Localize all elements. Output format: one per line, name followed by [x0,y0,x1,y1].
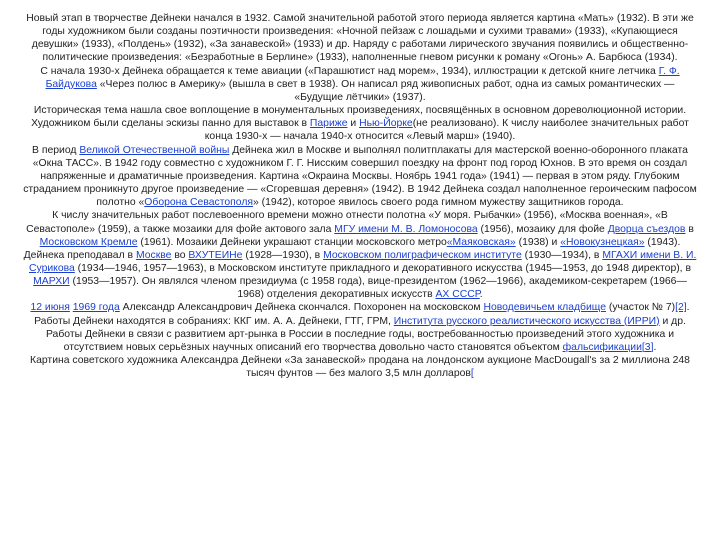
paragraph-text: (1938) и [515,236,561,248]
paragraph-text: . [479,289,483,301]
link-mgakhi-surikov[interactable]: МГАХИ имени В. И. Сурикова [29,249,697,274]
link-novodevichy-cemetery[interactable]: Новодевичьем кладбище [483,302,607,314]
link-moscow[interactable]: Москве [135,249,172,261]
paragraph-text: (1961). Мозаики Дейнеки украшают станции московского метро [137,236,447,248]
paragraph-text: (1953—1957). Он являлся членом президиума (с 1958 года), вице-президентом (1962—1966), академиком-секретарем (1966—1968) отделения декоративных искусств [69,276,687,301]
paragraph-text: . Работы Дейнеки находятся в собраниях: ККГ им. А. А. Дейнеки, ГТГ, ГРМ, [34,302,690,327]
paragraph-text: и [347,118,360,130]
link-polygraphic-institute[interactable]: Московском полиграфическом институте [323,249,522,261]
paragraph-text: (1930—1934), в [521,249,603,261]
link-palace-of-congresses[interactable]: Дворца съездов [607,223,686,235]
link-novokuznetskaya[interactable]: «Новокузнецкая» [560,236,645,248]
footnote-link[interactable]: [ [470,368,474,380]
paragraph-text: (участок № 7) [606,302,676,314]
paragraph-4 [22,144,698,210]
link-baidukov[interactable]: Г. Ф. Байдукова [45,65,680,90]
paragraph-text: (1928—1930), в [242,249,324,261]
paragraph-text: Историческая тема нашла свое воплощение в монументальных произведениях, посвящённых в основном дореволюционной истории. Художником были сделаны эскизы панно для выставок в [31,105,687,130]
link-great-patriotic-war[interactable]: Великой Отечественной войны [79,144,230,156]
paragraph-text: (1934—1946, 1957—1963), в Московском институте прикладного и декоративного искусства (1945—1953, до 1948 директор), в [74,262,691,274]
paragraph-5 [22,209,698,301]
paragraph-text: » (1942), которое явилось своего рода гимном мужеству защитников города. [253,197,624,209]
link-vkhutein[interactable]: ВХУТЕИНе [188,249,243,261]
link-new-york[interactable]: Нью-Йорке [359,118,413,130]
link-ussr-academy-of-arts[interactable]: АХ СССР [435,289,480,301]
paragraph-text: в [685,223,694,235]
paragraph-text: «Через полюс в Америку» (вышла в свет в 1938). Он написал ряд живописных работ, одна из самых романтических — «Будущие лётчики» (1937). [96,78,675,103]
paragraph-text: (1943). Дейнека преподавал в [23,236,681,261]
link-june-12[interactable]: 12 июня [30,302,70,314]
paragraph-text: Александр Александрович Дейнека скончался. Похоронен на московском [119,302,484,314]
footnote-link-2[interactable]: [2] [675,302,687,314]
paragraph-2 [22,65,698,104]
paragraph-text: . [653,341,657,353]
footnote-link-3[interactable]: [3] [641,341,654,353]
link-1969[interactable]: 1969 года [72,302,120,314]
link-msu[interactable]: МГУ имени М. В. Ломоносова [334,223,478,235]
paragraph-text: во [171,249,189,261]
paragraph-text: Картина советского художника Александра Дейнеки «За занавеской» продана на лондонском аукционе MacDougall's за 2 миллиона 248 тысяч фунтов — без малого 3,5 млн долларов [30,355,690,380]
link-paris[interactable]: Париже [309,118,348,130]
link-mayakovskaya[interactable]: «Маяковская» [446,236,516,248]
link-markhi[interactable]: МАРХИ [33,276,70,288]
paragraph-7 [22,354,698,380]
paragraph-text: (не реализовано). К числу наиболее значительных работ конца 1930-х — начала 1940-х относится «Левый марш» (1940). [204,118,689,143]
link-falsification[interactable]: фальсификации [562,341,642,353]
paragraph-text: и др. Работы Дейнеки в связи с развитием арт-рынка в России в последние годы, востребованностью произведений этого художника и отсутствием новых серьёзных научных описаний его творчества довольно часто становятся объектом [45,315,686,353]
article-body [22,12,698,380]
link-defense-of-sevastopol[interactable]: Оборона Севастополя [144,197,254,209]
paragraph-text: К числу значительных работ послевоенного времени можно отнести полотна «У моря. Рыбачки» (1956), «Москва военная», «В Севастополе» (1959), а также мозаики для фойе актового зала [26,210,668,235]
link-irri[interactable]: Института русского реалистического искусства (ИРРИ) [393,315,660,327]
paragraph-3 [22,104,698,143]
paragraph-text: (1956), мозаику для фойе [477,223,608,235]
paragraph-text: С начала 1930-х Дейнека обращается к теме авиации («Парашютист над морем», 1934), иллюстрации к детской книге летчика [40,65,659,77]
paragraph-text: В период [32,144,80,156]
paragraph-text: Дейнека жил в Москве и выполнял политплакаты для мастерской военно-оборонного плаката «Окна ТАСС». В 1942 году совместно с художником Г. Г. Нисским совершил поездку на фронт под город Юхнов. В это время он создал напряженные и драматичные произведения. Картина «Окраина Москвы. Ноябрь 1941 года» (1941) — первая в этом ряду. Глубоким страданием проникнуто другое произведение — «Сгоревшая деревня» (1942). В 1942 Дейнека создал наполненное героическим пафосом полотно « [23,144,697,209]
paragraph-6 [22,301,698,354]
link-moscow-kremlin[interactable]: Московском Кремле [39,236,138,248]
paragraph-1: Новый этап в творчестве Дейнеки начался в 1932. Самой значительной работой этого периода является картина «Мать» (1932). В эти же годы художником были созданы поэтичности произведения: «Ночной пейзаж с лошадьми и сухими травами» (1933), «Купающиеся девушки» (1933), «Полдень» (1932), «За занавеской» (1933) и др. Наряду с работами лирического звучания появились и общественно-политические произведения: «Безработные в Берлине» (1933), наполненные гневом рисунки к роману «Огонь» А. Барбюса (1934). [26,13,694,64]
